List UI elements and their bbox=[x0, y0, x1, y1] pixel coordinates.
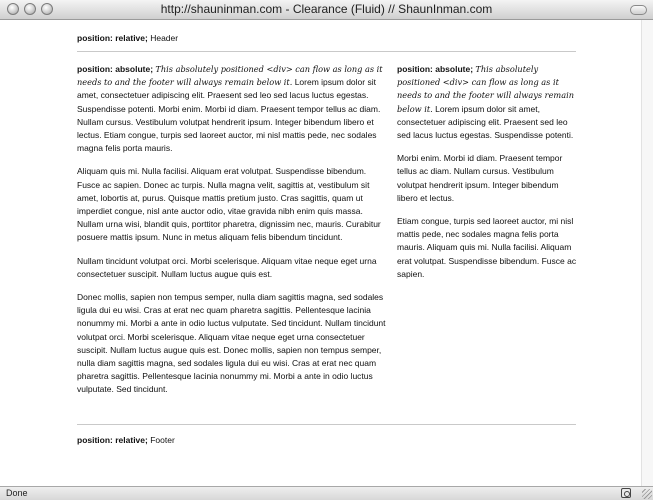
sidebar-column bbox=[397, 63, 577, 291]
main-column bbox=[77, 63, 389, 407]
header-label: position: relative; bbox=[77, 33, 148, 43]
main-intro-em: This absolutely positioned <div> can flow as long as it needs to and the footer will always remain below it. bbox=[77, 64, 383, 88]
main-paragraph-4: Donec mollis, sapien non tempus semper, nulla diam sagittis magna, sed sodales ligula dui eu wisi. Cras at erat nec quam pharetra sagittis. Pellentesque lacinia nonummy mi. Morbi a ante in odio luctus vulputate. Sed tincidunt. Nullam tincidunt volutpat orci. Morbi scelerisque. Aliquam vitae neque eget urna consectetuer suscipit. Nullam luctus augue quis est. Donec mollis, sapien non tempus semper, nulla diam sagittis magna, sed sodales ligula dui eu wisi. Cras at erat nec quam pharetra sagittis. Pellentesque lacinia nonummy mi. Morbi a ante in odio luctus vulputate. Sed tincidunt. bbox=[77, 292, 386, 395]
page-footer bbox=[77, 434, 175, 447]
main-paragraph-1: Lorem ipsum dolor sit amet, consectetuer adipiscing elit. Praesent sed leo sed lacus luctus egestas. Suspendisse potenti. Morbi enim. Morbi id diam. Praesent tempor tellus ac diam. Nullam cursus. Vestibulum volutpat hendrerit ipsum. Integer bibendum libero et lectus. Etiam congue, turpis sed laoreet auctor, mi nisl mattis pede, nec sodales magna felis porta mauris. bbox=[77, 77, 381, 154]
status-text: Done bbox=[6, 488, 28, 498]
main-intro-label: position: absolute; bbox=[77, 64, 154, 74]
footer-divider bbox=[77, 424, 576, 425]
security-icon bbox=[621, 488, 631, 498]
sidebar-paragraph-1: Lorem ipsum dolor sit amet, consectetuer adipiscing elit. Praesent sed leo sed lacus luctus egestas. Suspendisse potenti. bbox=[397, 103, 574, 141]
page-header bbox=[77, 32, 178, 45]
resize-handle-icon[interactable] bbox=[642, 489, 652, 499]
sidebar-intro-label: position: absolute; bbox=[397, 64, 474, 74]
sidebar-paragraph-3: Etiam congue, turpis sed laoreet auctor, mi nisl mattis pede, nec sodales magna felis porta mauris. Aliquam quis mi. Nulla facilisi. Aliquam erat volutpat. Suspendisse bibendum. Fusce ac sapien. bbox=[397, 216, 577, 279]
vertical-scrollbar[interactable] bbox=[641, 20, 653, 486]
sidebar-intro-em: This absolutely positioned <div> can flow as long as it needs to and the footer will always remain below it. bbox=[397, 64, 574, 114]
main-paragraph-3: Nullam tincidunt volutpat orci. Morbi scelerisque. Aliquam vitae neque eget urna consectetuer suscipit. Nullam luctus augue quis est. bbox=[77, 255, 377, 279]
main-intro-paragraph bbox=[77, 63, 389, 155]
header-text: Header bbox=[150, 33, 179, 43]
main-paragraph-2: Aliquam quis mi. Nulla facilisi. Aliquam erat volutpat. Suspendisse bibendum. Fusce ac sapien. Donec ac turpis. Nulla magna velit, sagittis at, vestibulum sit amet, lobortis at, purus. Quisque mattis pretium justo. Cras sagittis, quam ut imperdiet congue, nisl ante auctor odio, vitae gravida nibh enim quis massa. Nullam urna wisi, blandit quis, porttitor pharetra, dignissim nec, mauris. Curabitur posuere mattis ipsum. Nunc in metus aliquam felis bibendum tincidunt. bbox=[77, 166, 381, 243]
status-bar bbox=[0, 486, 653, 500]
footer-text: Footer bbox=[150, 435, 175, 445]
window-title: http://shauninman.com - Clearance (Fluid) // ShaunInman.com bbox=[160, 2, 493, 16]
toolbar-toggle-button[interactable] bbox=[630, 5, 647, 15]
page-content bbox=[0, 20, 641, 486]
footer-label: position: relative; bbox=[77, 435, 148, 445]
sidebar-paragraph-2: Morbi enim. Morbi id diam. Praesent tempor tellus ac diam. Nullam cursus. Vestibulum volutpat hendrerit ipsum. Integer bibendum libero et lectus. bbox=[397, 153, 563, 203]
window-titlebar bbox=[0, 0, 653, 20]
header-divider bbox=[77, 51, 576, 52]
sidebar-intro-paragraph bbox=[397, 63, 577, 142]
